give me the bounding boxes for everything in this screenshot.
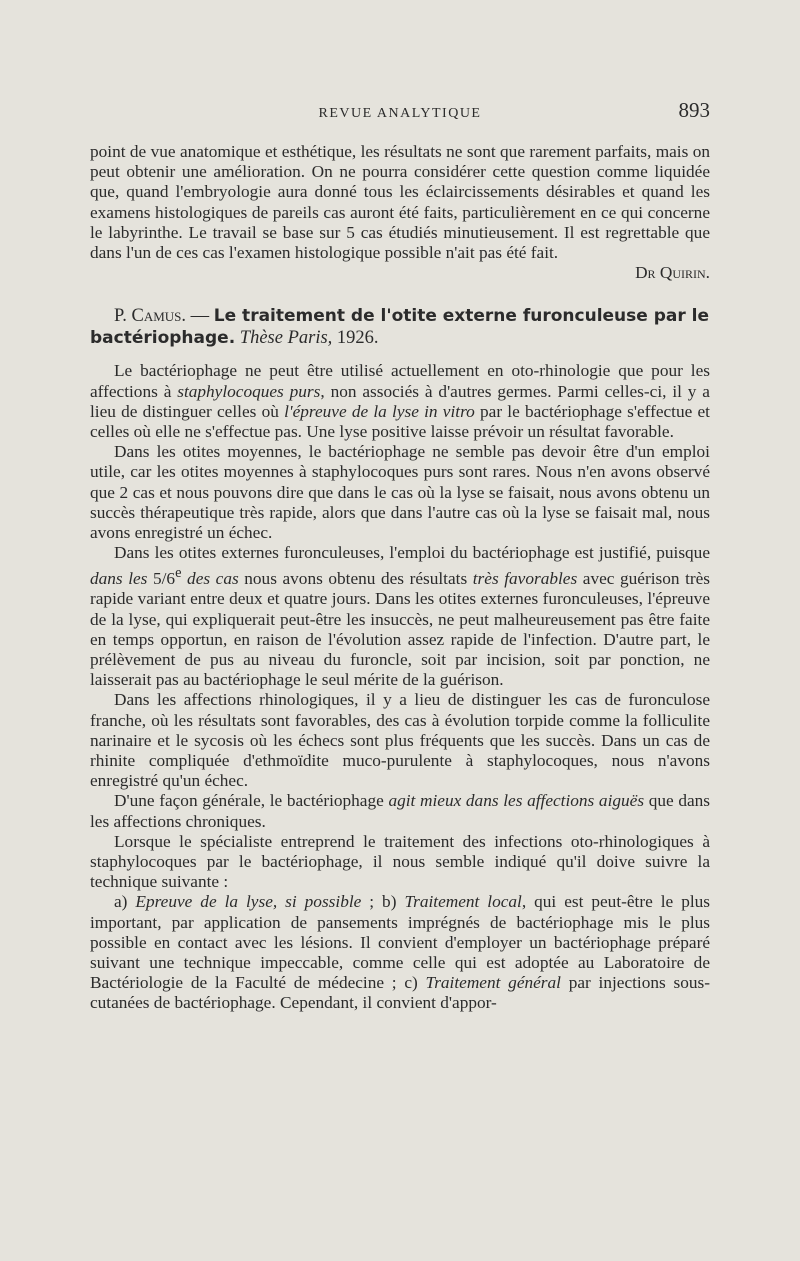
paragraph-1 [90,361,710,442]
article-year: 1926. [332,328,379,349]
paragraph-2: Dans les otites moyennes, le bactériophage ne semble pas devoir être d'un emploi utile, car les otites moyennes à staphylocoques purs sont rares. Nous n'en avons observé que 2 cas et nous pouvons dire que dans le cas où la lyse se faisait, nous avons obtenu un succès thérapeutique très rapide, alors que dans l'autre cas où la lyse se faisait mal, nous avons enregistré un échec. [90,442,710,543]
text-run: nous avons obtenu des résultats [238,569,473,589]
signature-text: Dr Quirin. [635,263,710,283]
text-run: par injections sous-cutanées de bactériophage. Cependant, il convient d'appor- [90,973,710,1013]
italic-run: Epreuve de la lyse, si possible [135,892,362,912]
paragraph-3 [90,543,710,690]
italic-run: Traitement local [404,892,522,912]
italic-run: dans les [90,569,148,589]
text-run: avec guérison très rapide variant entre deux et quatre jours. Dans les otites externes furonculeuses, l'épreuve de la lyse, qui expliquerait peut-être les insuccès, ne peut malheureusement pas être faite en temps opportun, en raison de l'évolution assez rapide de l'infection. D'autre part, le prélèvement de pus au niveau du furoncle, soit par incision, soit par ponction, ne laisserait pas au bactériophage le seul mérite de la guérison. [90,569,711,690]
italic-run: l'épreuve de la lyse in vitro [284,401,475,421]
text-run: ; b) [361,892,405,912]
italic-run: agit mieux dans les affections aiguës [388,791,645,811]
running-title: REVUE ANALYTIQUE [318,106,482,121]
text-run: Dans les otites externes furonculeuses, l'emploi du bactériophage est justifié, puisque [114,543,710,563]
page-number: 893 [678,98,710,122]
article-title: Le traitement de l'otite externe furonculeuse par le bactériophage. [90,306,710,349]
intro-paragraph: point de vue anatomique et esthétique, les résultats ne sont que rarement parfaits, mais on peut obtenir une amélioration. On ne pourra considérer cette question comme liquidée que, quand l'embryologie aura donné tous les éclaircissements désirables et quand les examens histologiques de pareils cas auront été faits, particulièrement en ce qui concerne le labyrinthe. Le travail se base sur 5 cas étudiés minutieusement. Il est regrettable que dans l'un de ces cas l'examen histologique possible n'ait pas été fait. [90,142,710,263]
text-run: , non associés à d'autres germes. Parmi celles-ci, il y a lieu de distinguer celles où [90,381,710,421]
page-header [90,98,710,122]
article-author: P. Camus. [114,306,187,327]
page-body [90,142,710,1014]
article-heading [90,305,710,349]
text-run: , qui est peut-être le plus important, par application de pansements imprégnés de bactériophage mis le plus possible en contact avec les lésions. Il convient d'employer un bactériophage préparé suivant une technique impeccable, comme celle qui est adoptée au Laboratoire de Bactériologie de la Faculté de médecine ; c) [90,892,710,993]
text-run: que dans les affections chroniques. [90,791,711,831]
paragraph-4: Dans les affections rhinologiques, il y a lieu de distinguer les cas de furonculose franche, où les résultats sont favorables, des cas à évolution torpide comme la folliculite narinaire et le sycosis où les échecs sont plus fréquents que les succès. Dans un cas de rhinite compliquée d'ethmoïdite muco-purulente à staphylocoques, nous n'avons enregistré qu'un échec. [90,690,710,791]
article-source: Thèse Paris, [239,328,333,349]
signature [90,263,710,283]
text-run: D'une façon générale, le bactériophage [114,791,389,811]
text-run: a) [114,892,136,912]
text-run: Le bactériophage ne peut être utilisé actuellement en oto-rhinologie que pour les affections à [90,361,710,401]
text-run: par le bactériophage s'effectue et celles où elle ne s'effectue pas. Une lyse positive laisse prévoir un résultat favorable. [90,401,710,442]
italic-run: staphylocoques purs [177,381,321,401]
spacer [90,349,710,361]
superscript: e [175,565,182,582]
heading-dash: — [186,306,214,327]
paragraph-7 [90,892,710,1013]
paragraph-6: Lorsque le spécialiste entreprend le traitement des infections oto-rhinologiques à staphylocoques par le bactériophage, il nous semble indiqué qu'il doive suivre la technique suivante : [90,831,710,892]
paragraph-5 [90,791,710,831]
italic-run: très favorables [472,569,578,589]
italic-run: Traitement général [425,973,561,993]
fraction: 5/6 [147,569,176,589]
italic-run: des cas [181,569,239,589]
